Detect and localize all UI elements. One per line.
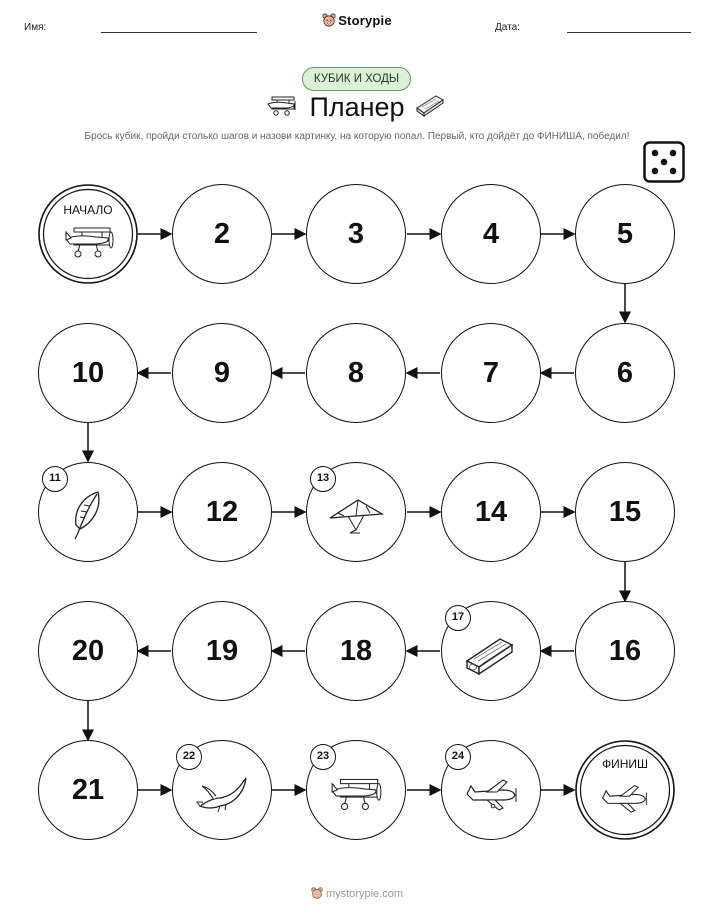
cell-number: 18	[339, 634, 373, 667]
board-cell	[38, 323, 138, 423]
airplane-icon	[463, 774, 519, 814]
board-cell-picture	[441, 740, 541, 840]
cell-number: 11	[42, 466, 68, 492]
wooden-plank-icon	[464, 633, 518, 679]
cell-number: 9	[213, 356, 231, 389]
hang-glider-icon	[326, 496, 386, 536]
biplane-icon	[328, 773, 384, 815]
board-cell	[306, 184, 406, 284]
feather-icon	[68, 489, 108, 541]
board-cell	[575, 184, 675, 284]
cell-number: 22	[176, 744, 202, 770]
eagle-icon	[194, 772, 250, 816]
cell-number: 2	[213, 217, 231, 250]
board-cell	[441, 184, 541, 284]
board-cell	[575, 323, 675, 423]
cell-number: 6	[616, 356, 634, 389]
cell-number: 19	[205, 634, 239, 667]
board-cell	[172, 323, 272, 423]
cell-number: 24	[445, 744, 471, 770]
board-cell	[441, 323, 541, 423]
board-cell	[575, 601, 675, 701]
cell-number: 21	[71, 773, 105, 806]
biplane-icon	[62, 222, 116, 262]
cell-number: 7	[482, 356, 500, 389]
cell-number: 10	[71, 356, 105, 389]
start-cell	[38, 184, 138, 284]
finish-cell	[575, 740, 675, 840]
cell-number: 20	[71, 634, 105, 667]
board-cell	[172, 462, 272, 562]
cell-number: 14	[474, 495, 508, 528]
board-cell-picture	[172, 740, 272, 840]
cell-number: 13	[310, 466, 336, 492]
cell-number: 3	[347, 217, 365, 250]
board-cell	[575, 462, 675, 562]
cell-number: 23	[310, 744, 336, 770]
cell-number: 8	[347, 356, 365, 389]
cell-number: 17	[445, 605, 471, 631]
page-title: Планер	[309, 92, 405, 122]
board-cell-picture	[38, 462, 138, 562]
board-cell	[306, 601, 406, 701]
date-label: Дата:	[495, 22, 520, 33]
cell-number: 4	[482, 217, 500, 250]
board-cell	[172, 184, 272, 284]
brand-name: Storypie	[338, 13, 392, 28]
cell-number: 5	[616, 217, 634, 250]
cell-number: 15	[608, 495, 642, 528]
airplane-icon	[599, 780, 649, 816]
board-cell	[38, 601, 138, 701]
board-cell	[306, 323, 406, 423]
board-cell	[441, 462, 541, 562]
finish-label: ФИНИШ	[601, 757, 649, 771]
board-cell-picture	[306, 462, 406, 562]
footer-url[interactable]: mystorypie.com	[325, 888, 404, 900]
bear-logo-icon	[311, 887, 323, 899]
game-type-badge: КУБИК И ХОДЫ	[302, 67, 411, 91]
footer	[0, 887, 714, 900]
cell-number: 16	[608, 634, 642, 667]
instructions: Брось кубик, пройди столько шагов и назови картинку, на которую попал. Первый, кто дойдёт до ФИНИША, победил!	[84, 131, 630, 142]
board-cell	[38, 740, 138, 840]
board-cell-picture	[441, 601, 541, 701]
board-cell-picture	[306, 740, 406, 840]
start-label: НАЧАЛО	[63, 203, 113, 217]
board-cell	[172, 601, 272, 701]
cell-number: 12	[205, 495, 239, 528]
name-label: Имя:	[24, 22, 47, 33]
